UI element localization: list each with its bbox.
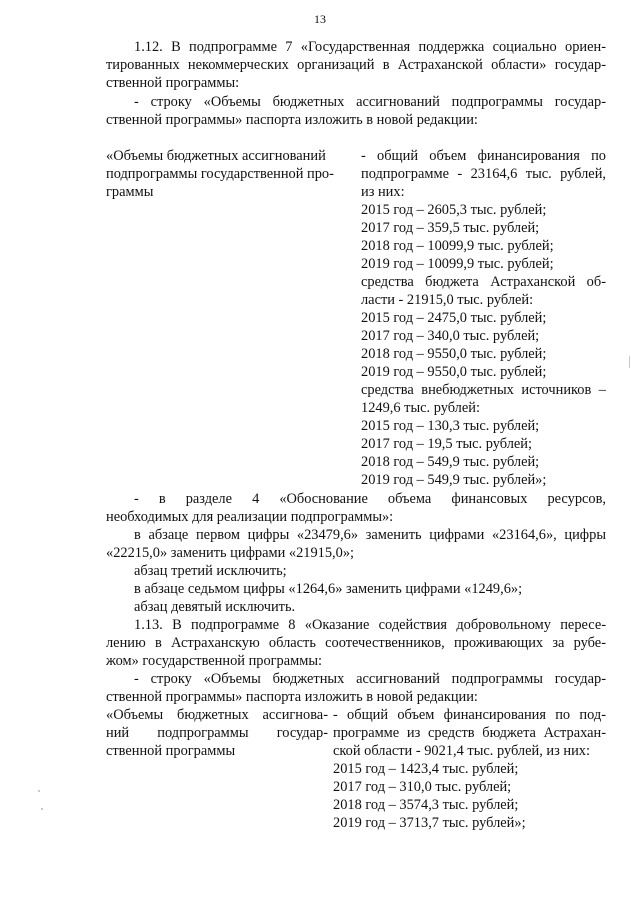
section-1-13-intro-line-1: 1.13. В подпрограмме 8 «Оказание содействия добровольному пересе- bbox=[134, 617, 606, 633]
table-left-line: «Объемы бюджетных ассигнова- bbox=[106, 707, 328, 723]
table-right-line: 2019 год – 549,9 тыс. рублей»; bbox=[361, 472, 547, 488]
table-right-line: ской области - 9021,4 тыс. рублей, из них: bbox=[333, 743, 590, 759]
table-right-line: 2017 год – 19,5 тыс. рублей; bbox=[361, 436, 532, 452]
table-right-line: 2015 год – 130,3 тыс. рублей; bbox=[361, 418, 540, 434]
table-right-line: 2015 год – 2475,0 тыс. рублей; bbox=[361, 310, 547, 326]
page-number: 13 bbox=[314, 12, 326, 26]
table-left-line: ний подпрограммы государ- bbox=[106, 725, 328, 741]
table-right-line: 2018 год – 549,9 тыс. рублей; bbox=[361, 454, 540, 470]
table-right-line: 2018 год – 3574,3 тыс. рублей; bbox=[333, 797, 519, 813]
table-right-line: 2017 год – 359,5 тыс. рублей; bbox=[361, 220, 540, 236]
section-1-12-instruction-line-2: ственной программы» паспорта изложить в новой редакции: bbox=[106, 112, 478, 128]
table-right-line: программе из средств бюджета Астрахан- bbox=[333, 725, 606, 741]
scan-mark bbox=[38, 790, 40, 792]
table-right-line: 2015 год – 2605,3 тыс. рублей; bbox=[361, 202, 547, 218]
section-1-12-para1-line-1: в абзаце первом цифры «23479,6» заменить цифрами «23164,6», цифры bbox=[134, 527, 606, 543]
section-1-12-para7: в абзаце седьмом цифры «1264,6» заменить цифрами «1249,6»; bbox=[134, 581, 523, 597]
table-left-line: граммы bbox=[106, 184, 154, 200]
table-right-line: из них: bbox=[361, 184, 405, 200]
table-right-line: ласти - 21915,0 тыс. рублей: bbox=[361, 292, 534, 308]
table-right-line: средства внебюджетных источников – bbox=[361, 382, 606, 398]
section-1-12-intro-line-2: тированных некоммерческих организаций в Астраханской области» государ- bbox=[106, 57, 606, 73]
table-right-line: 2018 год – 10099,9 тыс. рублей; bbox=[361, 238, 554, 254]
section-1-12-instruction-line-1: - строку «Объемы бюджетных ассигнований подпрограммы государ- bbox=[134, 94, 606, 110]
section-1-13-intro-line-3: жом» государственной программы: bbox=[106, 653, 323, 669]
section-1-13-instruction-line-2: ственной программы» паспорта изложить в новой редакции: bbox=[106, 689, 478, 705]
section-1-12-intro-line-1: 1.12. В подпрограмме 7 «Государственная поддержка социально ориен- bbox=[134, 39, 606, 55]
table-right-line: 2017 год – 310,0 тыс. рублей; bbox=[333, 779, 512, 795]
section-1-12-para9: абзац девятый исключить. bbox=[134, 599, 296, 615]
table-right-line: подпрограмме - 23164,6 тыс. рублей, bbox=[361, 166, 606, 182]
table-right-line: - общий объем финансирования по bbox=[361, 148, 606, 164]
section-1-13-intro-line-2: лению в Астраханскую область соотечественников, проживающих за рубе- bbox=[106, 635, 606, 651]
section-1-12-para1-line-2: «22215,0» заменить цифрами «21915,0»; bbox=[106, 545, 355, 561]
section-1-12-section4-line-2: необходимых для реализации подпрограммы»: bbox=[106, 509, 394, 525]
scan-mark bbox=[41, 808, 43, 810]
table-right-line: 1249,6 тыс. рублей: bbox=[361, 400, 480, 416]
table-right-line: 2019 год – 3713,7 тыс. рублей»; bbox=[333, 815, 526, 831]
scan-mark bbox=[629, 356, 630, 368]
table-left-line: ственной программы bbox=[106, 743, 236, 759]
table-right-line: 2015 год – 1423,4 тыс. рублей; bbox=[333, 761, 519, 777]
table-right-line: 2018 год – 9550,0 тыс. рублей; bbox=[361, 346, 547, 362]
section-1-12-section4-line-1: - в разделе 4 «Обоснование объема финансовых ресурсов, bbox=[134, 491, 606, 507]
table-right-line: 2017 год – 340,0 тыс. рублей; bbox=[361, 328, 540, 344]
section-1-12-para3: абзац третий исключить; bbox=[134, 563, 287, 579]
table-right-line: - общий объем финансирования по под- bbox=[333, 707, 606, 723]
table-right-line: 2019 год – 9550,0 тыс. рублей; bbox=[361, 364, 547, 380]
table-right-line: средства бюджета Астраханской об- bbox=[361, 274, 606, 290]
section-1-13-instruction-line-1: - строку «Объемы бюджетных ассигнований подпрограммы государ- bbox=[134, 671, 606, 687]
table-right-line: 2019 год – 10099,9 тыс. рублей; bbox=[361, 256, 554, 272]
table-left-line: «Объемы бюджетных ассигнований bbox=[106, 148, 326, 164]
table-left-line: подпрограммы государственной про- bbox=[106, 166, 334, 182]
section-1-12-intro-line-3: ственной программы: bbox=[106, 75, 240, 91]
